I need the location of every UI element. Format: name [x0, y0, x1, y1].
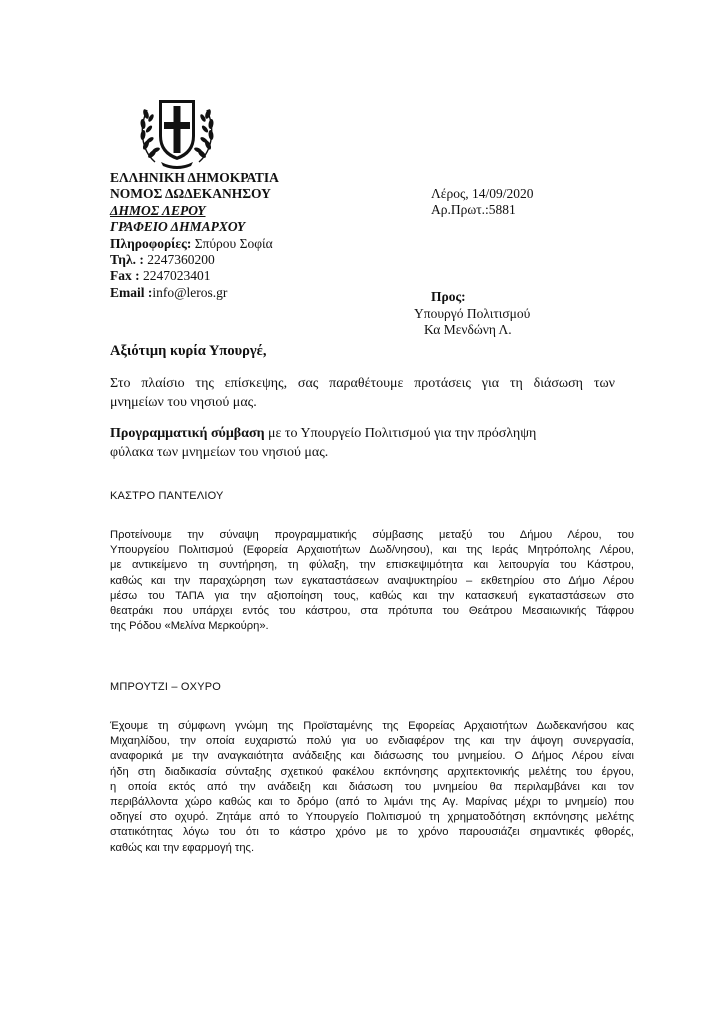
recipient-ministry: Υπουργό Πολιτισμού [414, 305, 531, 321]
tel-label: Τηλ. : [110, 252, 144, 268]
body-line: ήδη στη διαδικασία σύνταξης σχετικού φακέλου εκπόνησης αρχιτεκτονικής μελέτης του έργου, [110, 765, 634, 778]
body-line: θεατράκι που υπάρχει εντός του κάστρου, στα πρότυπα του Θεάτρου Μεσαιωνικής Τάφρου [110, 605, 634, 618]
date-line: Λέρος, 14/09/2020 [431, 186, 534, 201]
fax-label: Fax : [110, 268, 140, 284]
recipient-name: Κα Μενδώνη Λ. [424, 322, 512, 337]
program-rest: με το Υπουργείο Πολιτισμού για την πρόσληψη [264, 426, 537, 441]
body-line: μέσω του ΤΑΠΑ για την αξιοποίηση τους, καθώς και την κατασκευή εγκαταστάσεων στο [110, 589, 634, 602]
section-heading-brouzti: ΜΠΡΟΥΤΖΙ – ΟΧΥΡΟ [110, 681, 222, 693]
body-line: Έχουμε τη σύμφωνη γνώμη της Προϊσταμένης της Εφορείας Αρχαιοτήτων Δωδεκανήσου κας [110, 720, 634, 732]
info-value: Σπύρου Σοφία [191, 235, 273, 251]
greek-coat-of-arms-icon [137, 92, 217, 170]
intro-paragraph [110, 374, 615, 412]
program-bold: Προγραμματική σύμβαση [110, 426, 265, 441]
program-paragraph [110, 424, 615, 462]
email-value[interactable]: info@leros.gr [152, 284, 228, 300]
recipient-block [414, 289, 530, 339]
sender-municipality: ΔΗΜΟΣ ΛΕΡΟΥ [110, 202, 206, 218]
body-line: καθώς και την εφαρμογή της. [110, 841, 255, 854]
sender-email [110, 285, 279, 301]
sender-tel [110, 252, 279, 268]
body-line: στατικότητας λόγω του ότι το κάστρο χρόνο με το χρόνο παρουσιάζει σημαντικές φθορές, [110, 826, 634, 839]
sender-office: ΓΡΑΦΕΙΟ ΔΗΜΑΡΧΟΥ [110, 219, 246, 235]
tel-value: 2247360200 [143, 252, 215, 268]
intro-line: Στο πλαίσιο της επίσκεψης, σας παραθέτουμε προτάσεις για τη διάσωση των [110, 376, 615, 391]
body-line: αναφορικά με την αναγκαιότητα ανάδειξης και διάσωσης του μνημείου. Ο Δήμος Λέρου είναι [110, 750, 634, 763]
protocol-line: Αρ.Πρωτ.:5881 [431, 202, 516, 218]
greeting: Αξιότιμη κυρία Υπουργέ, [110, 343, 267, 359]
program-line [110, 424, 615, 443]
body-line: οδηγεί στο οχυρό. Ζητάμε από το Υπουργείο Πολιτισμού τη χρηματοδότηση εκπόνησης μελέτης [110, 811, 634, 824]
intro-line: μνημείων του νησιού μας. [110, 395, 257, 410]
program-line: φύλακα των μνημείων του νησιού μας. [110, 445, 329, 460]
recipient-to-label: Προς: [431, 289, 466, 304]
body-line: περιβάλλοντα χώρο καθώς και το δρόμο (από το λιμάνι της Αγ. Μαρίνας μέχρι το μνημείο) που [110, 796, 634, 809]
body-line: με αντικείμενο τη συντήρηση, τη φύλαξη, την επισκεψιμότητα και λειτουργία του Κάστρου, [110, 559, 634, 572]
section-heading-kastro: ΚΑΣΤΡΟ ΠΑΝΤΕΛΙΟΥ [110, 490, 224, 502]
info-label: Πληροφορίες: [110, 235, 192, 251]
sender-prefecture: ΝΟΜΟΣ ΔΩΔΕΚΑΝΗΣΟΥ [110, 186, 271, 202]
body-line: καθώς και την παραχώρηση των εγκαταστάσεων αναψυκτηρίου – εκθετηρίου στο Δήμο Λέρου [110, 574, 634, 587]
body-line: της Ρόδου «Μελίνα Μερκούρη». [110, 620, 269, 633]
body-line: Υπουργείου Πολιτισμού (Εφορεία Αρχαιοτήτων Δωδ/νησου), και της Ιεράς Μητρόπολης Λέρου, [110, 544, 634, 557]
date-block [431, 186, 534, 219]
fax-value: 2247023401 [139, 268, 211, 284]
body-line: Μιχαηλίδου, την οποία ευχαριστώ πολύ για υο ενδιαφέρον της και την άψογη συνεργασία, [110, 735, 634, 748]
sender-fax [110, 268, 279, 284]
sender-republic: ΕΛΛΗΝΙΚΗ ΔΗΜΟΚΡΑΤΙΑ [110, 170, 279, 185]
body-line: Προτείνουμε την σύναψη προγραμματικής σύμβασης μεταξύ του Δήμου Λέρου, του [110, 529, 634, 541]
body-line: η οποία εκτός από την ανάδειξη και διάσωση του μνημείου θα περιλαμβάνει και τον [110, 780, 634, 793]
sender-block [110, 170, 279, 301]
section-body-brouzti [110, 719, 634, 856]
sender-info [110, 236, 279, 252]
section-body-kastro [110, 528, 634, 634]
email-label: Email : [110, 284, 153, 300]
